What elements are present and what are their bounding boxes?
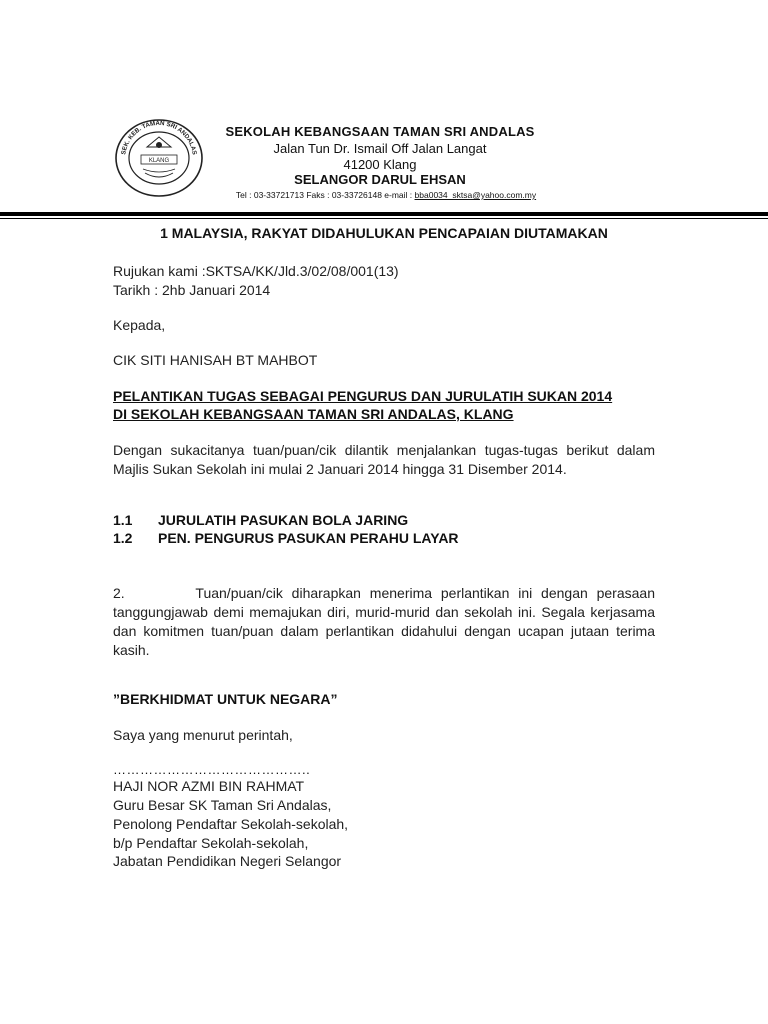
closing-phrase: Saya yang menurut perintah, [113, 727, 293, 743]
svg-text:KLANG: KLANG [148, 158, 170, 164]
contact-line [200, 190, 572, 200]
signatory-name: HAJI NOR AZMI BIN RAHMAT [113, 778, 305, 794]
paragraph-2: 2. Tuan/puan/cik diharapkan menerima perlantikan ini dengan perasaan tanggungjawab demi memajukan diri, murid-murid dan sekolah ini. Segala kerjasama dan komitmen tuan/puan dalam perlantikan didahului dengan ucapan jutaan terima kasih. [113, 585, 655, 658]
letter-date: Tarikh : 2hb Januari 2014 [113, 282, 271, 298]
address-line-2: 41200 Klang [343, 157, 417, 172]
signatory-title-2: Penolong Pendaftar Sekolah-sekolah, [113, 816, 349, 832]
recipient-name: CIK SITI HANISAH BT MAHBOT [113, 352, 318, 368]
address-line-1: Jalan Tun Dr. Ismail Off Jalan Langat [273, 141, 487, 156]
item-text: PEN. PENGURUS PASUKAN PERAHU LAYAR [158, 530, 459, 546]
state-name: SELANGOR DARUL EHSAN [294, 172, 466, 187]
appointment-item-1 [113, 512, 408, 528]
item-text: JURULATIH PASUKAN BOLA JARING [158, 512, 409, 528]
email-link[interactable]: bba0034_sktsa@yahoo.com.my [414, 190, 537, 200]
signatory-title-3: b/p Pendaftar Sekolah-sekolah, [113, 835, 309, 851]
reference-number: Rujukan kami :SKTSA/KK/Jld.3/02/08/001(13) [113, 263, 399, 279]
signatory-title-1: Guru Besar SK Taman Sri Andalas, [113, 797, 332, 813]
subject-line-1: PELANTIKAN TUGAS SEBAGAI PENGURUS DAN JURULATIH SUKAN 2014 [113, 388, 613, 404]
appointment-item-2 [113, 530, 459, 546]
header-rule-thin [0, 218, 768, 219]
item-number: 1.2 [113, 530, 133, 546]
school-name: SEKOLAH KEBANGSAAN TAMAN SRI ANDALAS [225, 124, 535, 139]
subject-line-2: DI SEKOLAH KEBANGSAAN TAMAN SRI ANDALAS, KLANG [113, 406, 514, 422]
motto: 1 MALAYSIA, RAKYAT DIDAHULUKAN PENCAPAIAN DIUTAMAKAN [160, 225, 608, 241]
svg-text:SEK. KEB. TAMAN SRI ANDALAS: SEK. KEB. TAMAN SRI ANDALAS [120, 119, 198, 156]
header-rule-thick [0, 212, 768, 216]
item-number: 1.1 [113, 512, 133, 528]
salutation: Kepada, [113, 317, 166, 333]
intro-paragraph: Dengan sukacitanya tuan/puan/cik dilantik menjalankan tugas-tugas berikut dalam Majlis Sukan Sekolah ini mulai 2 Januari 2014 hingga 31 Disember 2014. [113, 442, 655, 477]
school-logo [113, 117, 205, 199]
slogan: ”BERKHIDMAT UNTUK NEGARA” [113, 691, 338, 707]
signature-line: …………………………………….. [113, 762, 311, 777]
contact-text: Tel : 03-33721713 Faks : 03-33726148 e-mail : [235, 190, 415, 200]
signatory-title-4: Jabatan Pendidikan Negeri Selangor [113, 853, 342, 869]
